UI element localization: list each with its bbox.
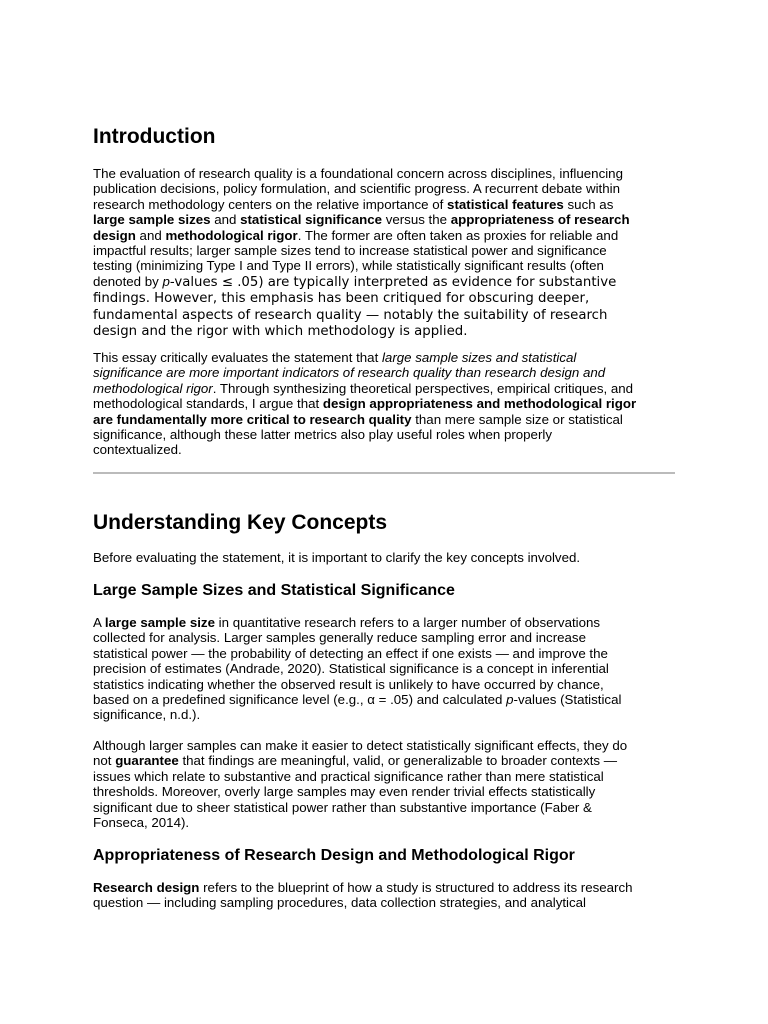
text-run: Fonseca, 2014). <box>93 815 190 831</box>
text-line <box>93 784 675 799</box>
text-line <box>93 738 675 753</box>
bold-text: are fundamentally more critical to research quality <box>93 411 412 427</box>
text-run: in quantitative research refers to a larger number of observations <box>214 615 601 630</box>
text-line <box>93 880 675 895</box>
text-run: statistical power — the probability of detecting an effect if one exists — and improve the <box>93 645 608 661</box>
text-run: A <box>93 615 105 630</box>
text-line <box>93 274 675 290</box>
subsection-heading-research-design: Appropriateness of Research Design and Methodological Rigor <box>93 847 575 864</box>
text-run: significant due to sheer statistical power rather than substantive importance (Faber & <box>93 799 592 815</box>
text-run: refers to the blueprint of how a study is structured to address its research <box>199 880 633 895</box>
text-run: collected for analysis. Larger samples generally reduce sampling error and increase <box>93 630 586 646</box>
text-run: and <box>210 212 241 228</box>
text-run: testing (minimizing Type I and Type II errors), while statistically significant results (often <box>93 258 604 274</box>
text-line <box>93 228 675 243</box>
text-line <box>93 181 675 196</box>
bold-text: methodological rigor <box>165 227 298 243</box>
text-run: contextualized. <box>93 442 182 458</box>
text-run: . The former are often taken as proxies for reliable and <box>297 227 619 243</box>
italic-text: large sample sizes and statistical <box>381 350 577 365</box>
bold-text: statistical significance <box>240 212 382 228</box>
text-run: The evaluation of research quality is a foundational concern across disciplines, influencing <box>93 166 623 181</box>
text-run: methodological standards, I argue that <box>93 396 323 412</box>
section-heading-key-concepts: Understanding Key Concepts <box>93 511 388 534</box>
text-line <box>93 258 675 273</box>
bold-text: large sample size <box>104 615 215 630</box>
text-run: question — including sampling procedures, data collection strategies, and analytical <box>93 895 587 911</box>
section-divider <box>93 472 675 474</box>
text-line <box>93 427 675 442</box>
text-run: than mere sample size or statistical <box>411 411 623 427</box>
text-run: thresholds. Moreover, overly large samples may even render trivial effects statistically <box>93 784 596 800</box>
text-run: and <box>135 227 166 243</box>
text-line <box>93 550 675 565</box>
text-line <box>93 412 675 427</box>
text-run: versus the <box>382 212 451 228</box>
text-run: Before evaluating the statement, it is important to clarify the key concepts involved. <box>93 550 581 565</box>
text-run: significance, although these latter metrics also play useful roles when properly <box>93 427 552 443</box>
text-run: design and the rigor with which methodology is applied. <box>93 324 468 340</box>
bold-text: statistical features <box>447 196 564 212</box>
text-line <box>93 800 675 815</box>
text-run: statistics indicating whether the observed result is unlikely to have occurred by chance, <box>93 676 604 692</box>
text-run: not <box>93 753 116 769</box>
text-line <box>93 815 675 830</box>
text-line <box>93 677 675 692</box>
text-line <box>93 396 675 411</box>
sample-size-paragraph-1 <box>93 615 675 723</box>
text-run: precision of estimates (Andrade, 2020). Statistical significance is a concept in inferential <box>93 661 609 677</box>
italic-text: p <box>506 692 514 708</box>
text-line <box>93 630 675 645</box>
text-line <box>93 615 675 630</box>
text-run: denoted by <box>93 273 163 289</box>
concepts-intro-paragraph <box>93 550 675 565</box>
text-run: -values ≤ .05) are typically interpreted as evidence for substantive <box>169 274 617 290</box>
text-line <box>93 212 675 227</box>
bold-text: large sample sizes <box>93 212 211 228</box>
sample-size-paragraph-2 <box>93 738 675 830</box>
text-run: issues which relate to substantive and practical significance rather than mere statistical <box>93 768 604 784</box>
text-line <box>93 290 675 306</box>
text-run: significance, n.d.). <box>93 707 201 723</box>
text-run: impactful results; larger sample sizes tend to increase statistical power and significance <box>93 243 607 259</box>
text-run: This essay critically evaluates the statement that <box>93 350 382 365</box>
subsection-heading-sample-size: Large Sample Sizes and Statistical Significance <box>93 582 455 599</box>
bold-text: design <box>93 227 136 243</box>
text-run: research methodology centers on the relative importance of <box>93 196 448 212</box>
text-line <box>93 692 675 707</box>
text-run: publication decisions, policy formulation, and scientific progress. A recurrent debate within <box>93 181 620 197</box>
text-line <box>93 307 675 323</box>
text-run: . Through synthesizing theoretical perspectives, empirical critiques, and <box>212 380 634 396</box>
text-line <box>93 323 675 339</box>
text-line <box>93 753 675 768</box>
text-run: fundamental aspects of research quality — notably the suitability of research <box>93 307 608 323</box>
text-line <box>93 243 675 258</box>
italic-text: methodological rigor <box>93 380 213 396</box>
text-run: Although larger samples can make it easier to detect statistically significant effects, they do <box>93 738 628 753</box>
text-line <box>93 381 675 396</box>
text-line <box>93 661 675 676</box>
bold-text: appropriateness of research <box>450 212 630 228</box>
text-line <box>93 166 675 181</box>
bold-text: design appropriateness and methodological rigor <box>322 396 637 412</box>
bold-text: Research design <box>93 880 200 895</box>
text-run: based on a predefined significance level (e.g., α = .05) and calculated <box>93 692 507 708</box>
italic-text: significance are more important indicators of research quality than research design and <box>93 365 606 381</box>
bold-text: guarantee <box>115 753 179 769</box>
text-run: findings. However, this emphasis has been critiqued for obscuring deeper, <box>93 291 590 307</box>
text-line <box>93 646 675 661</box>
text-line <box>93 350 675 365</box>
text-run: such as <box>563 196 614 212</box>
text-run: that findings are meaningful, valid, or generalizable to broader contexts — <box>178 753 618 769</box>
research-design-paragraph <box>93 880 675 911</box>
italic-text: p <box>162 273 170 289</box>
text-line <box>93 769 675 784</box>
text-line <box>93 707 675 722</box>
text-line <box>93 442 675 457</box>
intro-paragraph-2 <box>93 350 675 458</box>
intro-paragraph-1 <box>93 166 675 339</box>
text-run: -values (Statistical <box>513 692 622 708</box>
section-heading-introduction: Introduction <box>93 125 216 148</box>
text-line <box>93 365 675 380</box>
text-line <box>93 895 675 910</box>
text-line <box>93 197 675 212</box>
